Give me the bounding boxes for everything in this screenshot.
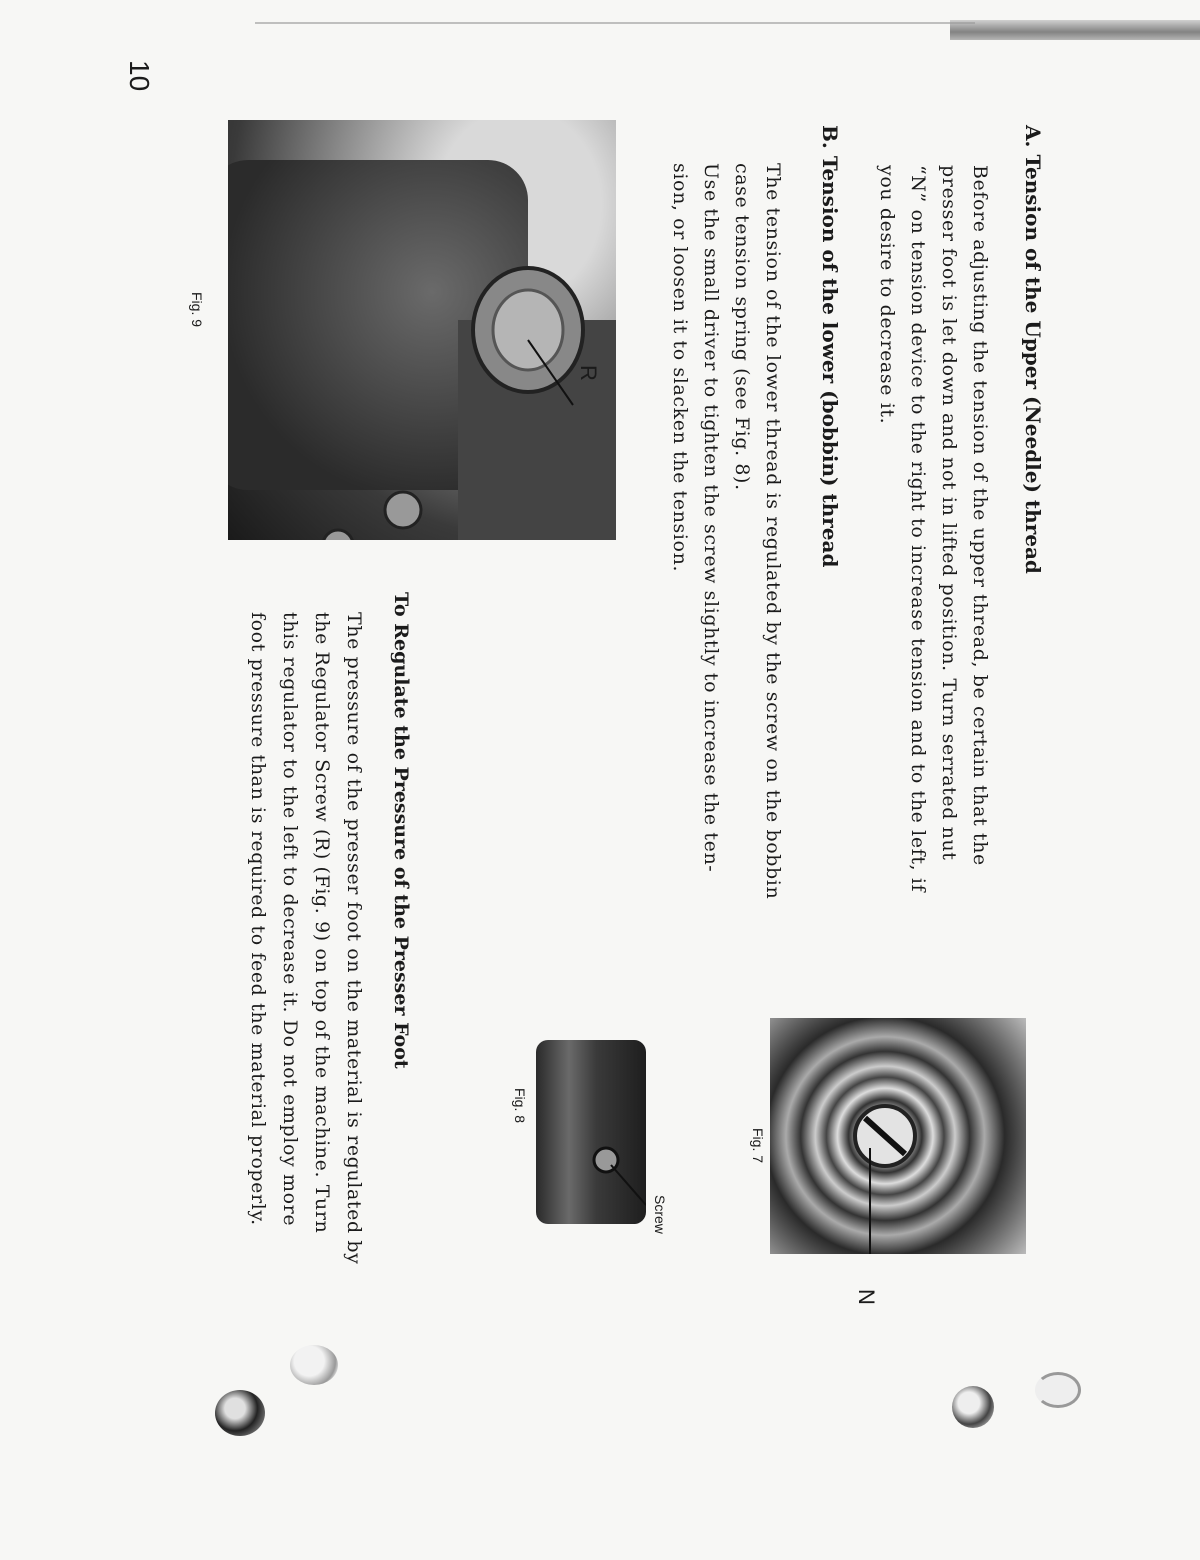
figure-8-caption: Fig. 8 — [512, 1088, 528, 1124]
figure-7-photo — [770, 1018, 1026, 1254]
screw-head — [385, 492, 421, 528]
page-number-vertical: 10 — [124, 60, 155, 92]
figure-9-callout: R — [575, 365, 601, 381]
section-c-line: foot pressure than is required to feed the material properly. — [247, 612, 269, 1226]
regulator-screw-top — [493, 290, 563, 370]
figure-7-caption: Fig. 7 — [750, 1128, 766, 1164]
figure-7-drawing — [770, 1018, 1026, 1254]
section-a-title-vertical: A. Tension of the Upper (Needle) thread — [1021, 125, 1045, 574]
section-a-line: Before adjusting the tension of the upper thread, be certain that the — [969, 165, 991, 866]
screw-head-2 — [323, 530, 353, 540]
section-b-title-vertical: B. Tension of the lower (bobbin) thread — [818, 125, 842, 568]
section-c-line: The pressure of the presser foot on the material is regulated by — [343, 612, 365, 1265]
section-b-line: The tension of the lower thread is regulated by the screw on the bobbin — [762, 163, 784, 900]
section-b-line: Use the small driver to tighten the screw slightly to increase the ten- — [700, 163, 722, 873]
section-b-body — [664, 163, 788, 899]
figure-8-drawing — [536, 1040, 646, 1224]
figure-8-photo — [536, 1040, 646, 1224]
figure-9-caption: Fig. 9 — [189, 292, 205, 328]
section-c-body — [242, 612, 370, 1264]
section-b-line: sion, or loosen it to slacken the tension. — [669, 163, 691, 573]
figure-9-drawing — [228, 120, 616, 540]
section-c-line: the Regulator Screw (R) (Fig. 9) on top of the machine. Turn — [311, 612, 333, 1234]
figure-9-photo — [228, 120, 616, 540]
section-a-line: “N” on tension device to the right to increase tension and to the left, if — [907, 165, 929, 893]
section-a-body — [871, 165, 995, 892]
section-c-title-vertical: To Regulate the Pressure of the Presser Foot — [390, 592, 412, 1069]
figure-7-callout: N — [853, 1289, 879, 1305]
callout-line-screw — [611, 1165, 646, 1205]
section-a-line: you desire to decrease it. — [876, 165, 898, 425]
section-c-line: this regulator to the left to decrease it. Do not employ more — [279, 612, 301, 1227]
section-a-line: presser foot is let down and not in lifted position. Turn serrated nut — [938, 165, 960, 861]
section-b-line: case tension spring (see Fig. 8). — [731, 163, 753, 491]
figure-8-callout: Screw — [652, 1195, 668, 1234]
